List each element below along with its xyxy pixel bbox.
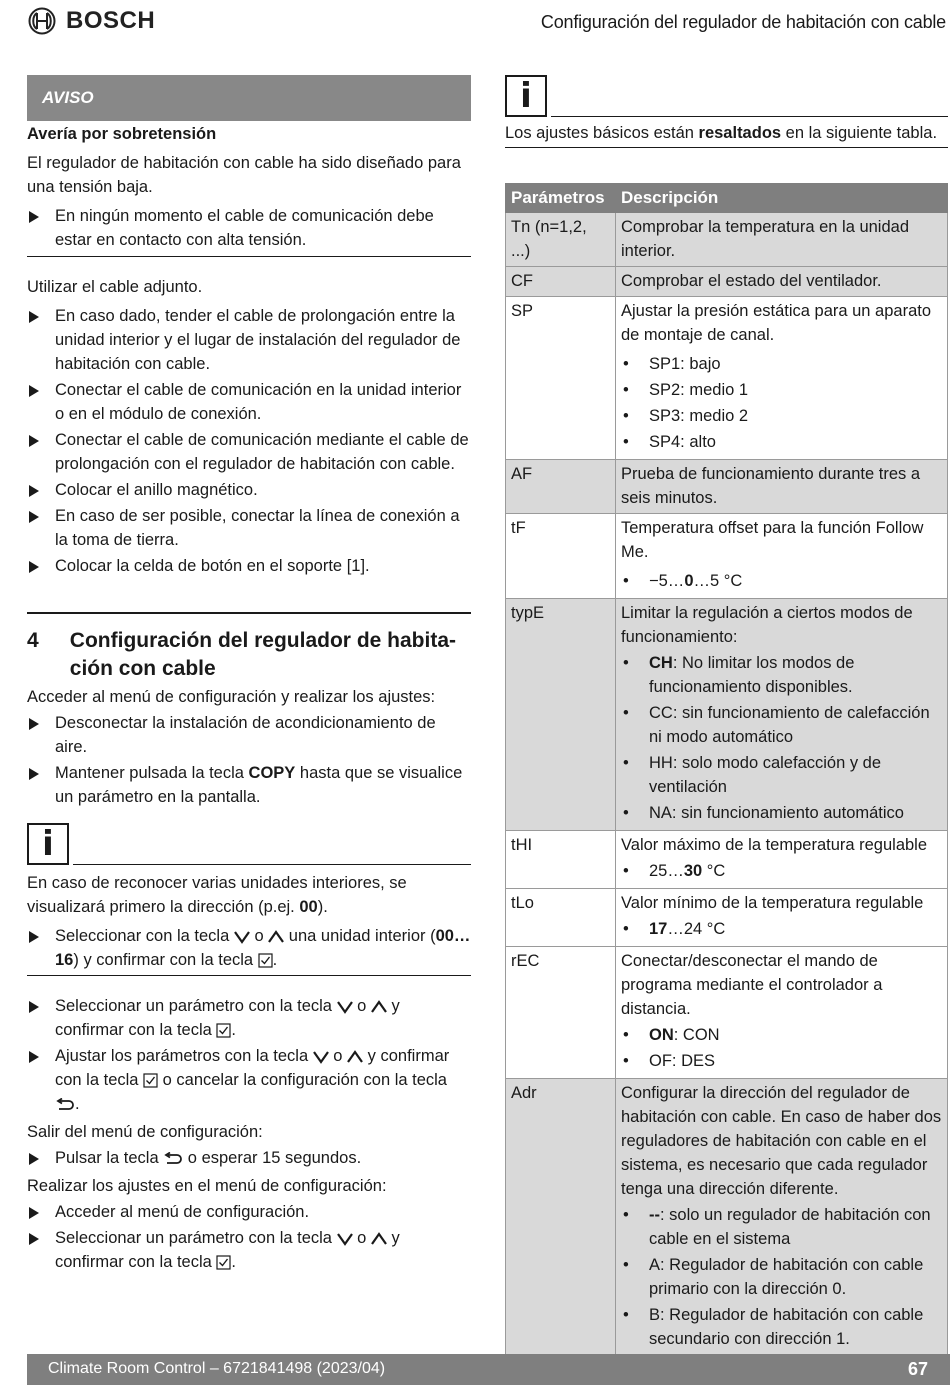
notice-label: AVISO bbox=[27, 75, 471, 121]
confirm-check-icon bbox=[216, 1023, 231, 1038]
bullet-arrow-icon bbox=[29, 1051, 39, 1063]
table-row: Adr Configurar la dirección del regulador de habitación con cable. En caso de haber dos reguladores de habitación con cable en el sistema, es necesario que cada regulador tenga una dirección diferente. • --: solo un regulador de habitación con cable en el sistema • A: Regulador de habitación con cable primario con la dirección 0. • B: Regulador de habitación con cable secundario con dirección 1. bbox=[506, 1079, 948, 1357]
divider bbox=[27, 975, 471, 976]
chevron-up-icon bbox=[371, 1232, 387, 1246]
list-item: Acceder al menú de configuración. bbox=[27, 1200, 471, 1224]
chevron-down-icon bbox=[337, 1000, 353, 1014]
bullet-arrow-icon bbox=[29, 1001, 39, 1013]
brand-name: BOSCH bbox=[66, 7, 156, 34]
list-item: Seleccionar con la tecla o una unidad interior (00…16) y confirmar con la tecla . bbox=[27, 924, 471, 972]
list-item: Pulsar la tecla o esperar 15 segundos. bbox=[27, 1146, 471, 1170]
info-icon: i bbox=[505, 75, 547, 117]
make-intro: Realizar los ajustes en el menú de configuración: bbox=[27, 1177, 387, 1195]
bullet-arrow-icon bbox=[29, 511, 39, 523]
bullet-arrow-icon bbox=[29, 485, 39, 497]
list-item: Mantener pulsada la tecla COPY hasta que se visualice un parámetro en la pantalla. bbox=[27, 761, 471, 809]
list-item: Conectar el cable de comunicación mediante el cable de prolongación con el regulador de habitación con cable. bbox=[27, 428, 471, 476]
divider bbox=[505, 147, 948, 148]
confirm-check-icon bbox=[216, 1255, 231, 1270]
bullet-arrow-icon bbox=[29, 211, 39, 223]
bullet-arrow-icon bbox=[29, 385, 39, 397]
page-number: 67 bbox=[907, 1359, 928, 1379]
table-header-row bbox=[506, 184, 948, 213]
list-item: Desconectar la instalación de acondicionamiento de aire. bbox=[27, 711, 471, 759]
table-row: SP Ajustar la presión estática para un aparato de montaje de canal. • SP1: bajo • SP2: medio 1 • SP3: medio 2 • SP4: alto bbox=[506, 297, 948, 460]
back-arrow-icon bbox=[55, 1098, 75, 1112]
access-intro: Acceder al menú de configuración y realizar los ajustes: bbox=[27, 688, 436, 706]
bullet-arrow-icon bbox=[29, 931, 39, 943]
bullet-arrow-icon bbox=[29, 561, 39, 573]
chevron-up-icon bbox=[371, 1000, 387, 1014]
make-steps bbox=[27, 1200, 471, 1274]
list-item: En ningún momento el cable de comunicación debe estar en contacto con alta tensión. bbox=[27, 204, 471, 252]
notice-title: Avería por sobretensión bbox=[27, 125, 217, 143]
list-item: En caso dado, tender el cable de prolongación entre la unidad interior y el lugar de instalación del regulador de habitación con cable. bbox=[27, 304, 471, 376]
bullet-arrow-icon bbox=[29, 1153, 39, 1165]
section-number: 4 bbox=[27, 629, 39, 652]
table-row: Tn (n=1,2, ...) Comprobar la temperatura en la unidad interior. bbox=[506, 213, 948, 267]
info-note-header bbox=[505, 75, 948, 117]
column-header-description: Descripción bbox=[616, 184, 948, 213]
exit-intro: Salir del menú de configuración: bbox=[27, 1123, 263, 1141]
use-cable-text: Utilizar el cable adjunto. bbox=[27, 278, 203, 296]
list-item: Colocar el anillo magnético. bbox=[27, 478, 471, 502]
footer-document-id: Climate Room Control – 6721841498 (2023/04) bbox=[48, 1360, 386, 1377]
section-heading bbox=[27, 627, 471, 683]
divider bbox=[73, 864, 471, 865]
chevron-up-icon bbox=[268, 930, 284, 944]
notice-text: El regulador de habitación con cable ha sido diseñado para una tensión baja. bbox=[27, 154, 461, 196]
exit-steps bbox=[27, 1146, 471, 1170]
bullet-arrow-icon bbox=[29, 1233, 39, 1245]
list-item: Ajustar los parámetros con la tecla o y confirmar con la tecla o cancelar la configuración con la tecla . bbox=[27, 1044, 471, 1116]
bullet-arrow-icon bbox=[29, 311, 39, 323]
divider bbox=[27, 256, 471, 257]
list-item: Conectar el cable de comunicación en la unidad interior o en el módulo de conexión. bbox=[27, 378, 471, 426]
list-item: Colocar la celda de botón en el soporte [1]. bbox=[27, 554, 471, 578]
copy-key-label: COPY bbox=[248, 764, 296, 782]
bullet-arrow-icon bbox=[29, 1207, 39, 1219]
parameters-table bbox=[505, 183, 948, 1385]
param-steps bbox=[27, 994, 471, 1116]
section-divider bbox=[27, 612, 471, 614]
section-title: Configuración del regulador de habitación con cable bbox=[69, 629, 456, 680]
divider bbox=[551, 116, 948, 117]
table-row: tLo Valor mínimo de la temperatura regulable • 17…24 °C bbox=[506, 889, 948, 947]
list-item: Seleccionar un parámetro con la tecla o y confirmar con la tecla . bbox=[27, 994, 471, 1042]
left-column bbox=[27, 75, 471, 1276]
back-arrow-icon bbox=[163, 1152, 183, 1166]
table-row: CF Comprobar el estado del ventilador. bbox=[506, 267, 948, 297]
info-note-header bbox=[27, 823, 471, 865]
bullet-arrow-icon bbox=[29, 768, 39, 780]
bullet-arrow-icon bbox=[29, 435, 39, 447]
bullet-arrow-icon bbox=[29, 718, 39, 730]
bosch-armature-icon bbox=[28, 7, 56, 35]
page-footer bbox=[27, 1354, 950, 1385]
confirm-check-icon bbox=[258, 953, 273, 968]
chevron-down-icon bbox=[234, 930, 250, 944]
install-steps bbox=[27, 304, 471, 578]
table-row: AF Prueba de funcionamiento durante tres a seis minutos. bbox=[506, 460, 948, 514]
info-note-text: Los ajustes básicos están resaltados en la siguiente tabla. bbox=[505, 124, 938, 142]
table-row: tF Temperatura offset para la función Follow Me. • −5…0…5 °C bbox=[506, 514, 948, 599]
list-item: En caso de ser posible, conectar la línea de conexión a la toma de tierra. bbox=[27, 504, 471, 552]
table-row: tHI Valor máximo de la temperatura regulable • 25…30 °C bbox=[506, 831, 948, 889]
confirm-check-icon bbox=[143, 1073, 158, 1088]
chevron-up-icon bbox=[347, 1050, 363, 1064]
chevron-down-icon bbox=[313, 1050, 329, 1064]
info-note-steps bbox=[27, 924, 471, 972]
access-steps bbox=[27, 711, 471, 809]
notice-bullets bbox=[27, 204, 471, 252]
column-header-parameters: Parámetros bbox=[506, 184, 616, 213]
info-icon: i bbox=[27, 823, 69, 865]
right-column bbox=[505, 75, 948, 1385]
page-header-title: Configuración del regulador de habitación con cable bbox=[540, 12, 946, 32]
table-row: rEC Conectar/desconectar el mando de programa mediante el controlador a distancia. • ON: CON • OF: DES bbox=[506, 947, 948, 1079]
bosch-logo bbox=[28, 7, 155, 35]
info-note-text: En caso de reconocer varias unidades interiores, se visualizará primero la dirección (p.ej. 00). bbox=[27, 874, 407, 916]
chevron-down-icon bbox=[337, 1232, 353, 1246]
list-item: Seleccionar un parámetro con la tecla o y confirmar con la tecla . bbox=[27, 1226, 471, 1274]
table-row: typE Limitar la regulación a ciertos modos de funcionamiento: • CH: No limitar los modos de funcionamiento disponibles. • CC: sin funcionamiento de calefacción ni modo automático • HH: solo modo calefacción y de ventilación • NA: sin funcionamiento automático bbox=[506, 599, 948, 831]
